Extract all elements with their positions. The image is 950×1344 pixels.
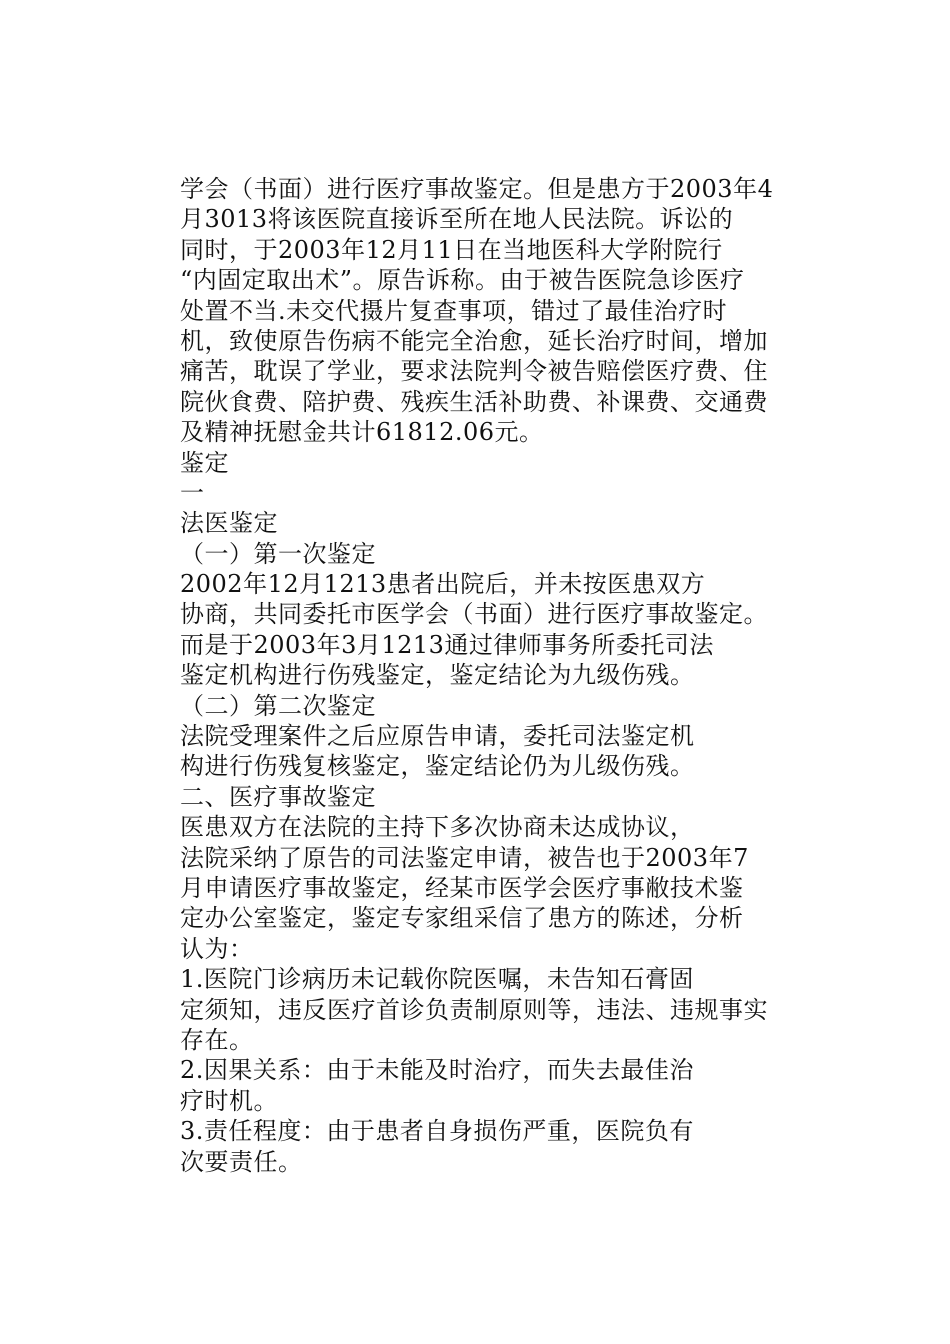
text-line: 痛苦，耽误了学业，要求法院判令被告赔偿医疗费、住 [180,357,768,386]
section-heading: 二、医疗事故鉴定 [180,782,376,811]
text-line: 同时，于2003年12月11日在当地医科大学附院行 [180,235,723,264]
text-line: 医患双方在法院的主持下多次协商未达成协议， [180,813,695,842]
text-line: 存在。 [180,1025,254,1054]
section-heading: 法医鉴定 [180,509,278,538]
text-line: 而是于2003年3月1213通过律师事务所委托司法 [180,630,714,659]
list-item: 2.因果关系：由于未能及时治疗，而失去最佳治 [180,1056,694,1085]
text-line: 构进行伤残复核鉴定，鉴定结论仍为儿级伤残。 [180,752,695,781]
text-line: 定须知，违反医疗首诊负责制原则等，违法、违规事实 [180,995,768,1024]
text-line: 法院受理案件之后应原告申请，委托司法鉴定机 [180,722,695,751]
section-number: 一 [180,478,205,507]
text-line: 协商，共同委托市医学会（书面）进行医疗事故鉴定。 [180,600,768,629]
document-body [180,174,800,1177]
list-item: 1.医院门诊病历未记载你院医嘱，未告知石膏固 [180,965,694,994]
section-heading: 鉴定 [180,448,229,477]
text-line: 法院采纳了原告的司法鉴定申请，被告也于2003年7 [180,843,749,872]
text-line: 及精神抚慰金共计61812.06元。 [180,418,544,447]
text-line: 认为： [180,934,254,963]
text-line: 2002年12月1213患者出院后，并未按医患双方 [180,570,706,599]
text-line: 学会（书面）进行医疗事故鉴定。但是患方于2003年4 [180,175,774,203]
text-line: 次要责任。 [180,1147,303,1176]
list-item: 3.责任程度：由于患者自身损伤严重，医院负有 [180,1117,694,1146]
subsection-heading: （二）第二次鉴定 [180,691,376,720]
text-line: 定办公室鉴定，鉴定专家组采信了患方的陈述，分析 [180,904,744,933]
text-line: 月申请医疗事故鉴定，经某市医学会医疗事敝技术鉴 [180,873,744,902]
text-line: 鉴定机构进行伤残鉴定，鉴定结论为九级伤残。 [180,661,695,690]
text-line: “内固定取出术”。原告诉称。由于被告医院急诊医疗 [180,266,745,295]
text-line: 处置不当.未交代摄片复查事项，错过了最佳治疗时 [180,296,728,325]
text-line: 疗时机。 [180,1086,278,1115]
text-line: 月3013将该医院直接诉至所在地人民法院。诉讼的 [180,205,734,234]
text-line: 院伙食费、陪护费、残疾生活补助费、补课费、交通费 [180,387,768,416]
text-line: 机，致使原告伤病不能完全治愈，延长治疗时间，增加 [180,326,768,355]
subsection-heading: （一）第一次鉴定 [180,539,376,568]
